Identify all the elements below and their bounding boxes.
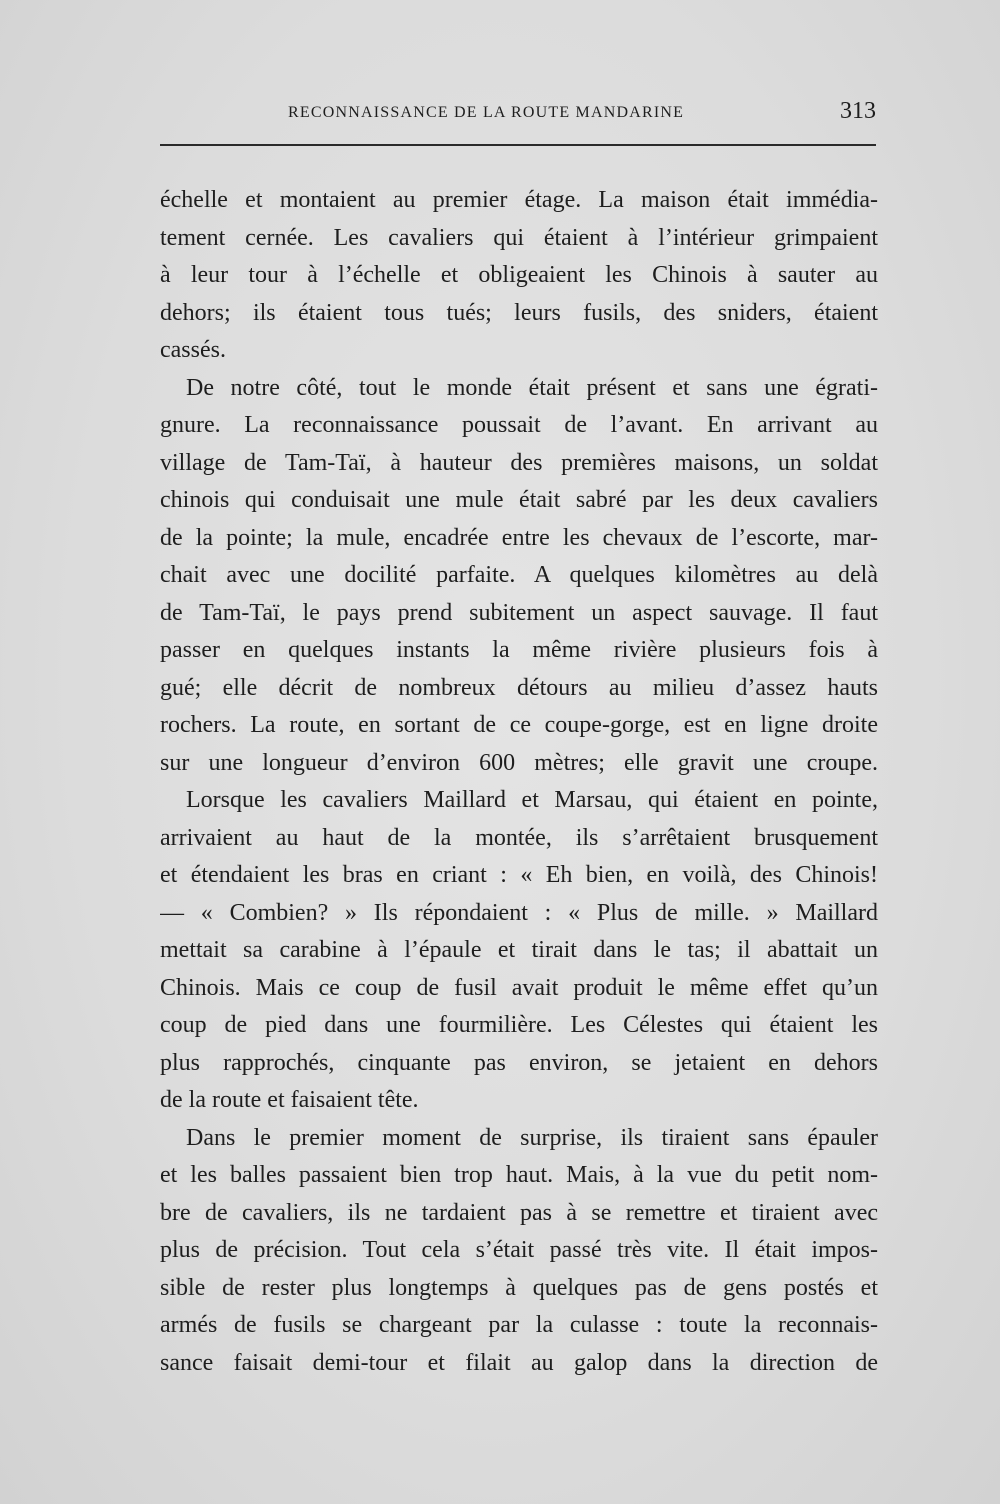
text-line: tement cernée. Les cavaliers qui étaient à l’intérieur grimpaient <box>160 224 878 251</box>
text-line: rochers. La route, en sortant de ce coupe-gorge, est en ligne droite <box>160 712 878 738</box>
text-line: Chinois. Mais ce coup de fusil avait produit le même effet qu’un <box>160 974 878 1001</box>
text-line: à leur tour à l’échelle et obligeaient les Chinois à sauter au <box>160 262 878 288</box>
text-line: Lorsque les cavaliers Maillard et Marsau, qui étaient en pointe, <box>186 787 878 813</box>
text-line: passer en quelques instants la même rivière plusieurs fois à <box>160 637 878 663</box>
text-line: et étendaient les bras en criant : « Eh bien, en voilà, des Chinois! <box>160 862 878 888</box>
text-line: sible de rester plus longtemps à quelques pas de gens postés et <box>160 1274 878 1301</box>
text-line: gué; elle décrit de nombreux détours au milieu d’assez hauts <box>160 674 878 701</box>
text-line: bre de cavaliers, ils ne tardaient pas à se remettre et tiraient avec <box>160 1199 878 1226</box>
header-rule <box>160 144 876 146</box>
text-line: mettait sa carabine à l’épaule et tirait dans le tas; il abattait un <box>160 937 878 963</box>
text-line: de la pointe; la mule, encadrée entre les chevaux de l’escorte, mar- <box>160 524 878 551</box>
text-line: et les balles passaient bien trop haut. Mais, à la vue du petit nom- <box>160 1162 878 1188</box>
text-line: dehors; ils étaient tous tués; leurs fusils, des sniders, étaient <box>160 299 878 326</box>
text-line: plus rapprochés, cinquante pas environ, se jetaient en dehors <box>160 1049 878 1076</box>
text-line: chinois qui conduisait une mule était sabré par les deux cavaliers <box>160 487 878 513</box>
text-line: de la route et faisaient tête. <box>160 1087 419 1113</box>
text-line: coup de pied dans une fourmilière. Les Célestes qui étaient les <box>160 1012 878 1038</box>
text-line: plus de précision. Tout cela s’était passé très vite. Il était impos- <box>160 1237 878 1263</box>
running-title: RECONNAISSANCE DE LA ROUTE MANDARINE <box>288 104 685 121</box>
text-line: chait avec une docilité parfaite. A quelques kilomètres au delà <box>160 562 878 588</box>
text-line: gnure. La reconnaissance poussait de l’avant. En arrivant au <box>160 412 878 438</box>
text-line: De notre côté, tout le monde était présent et sans une égrati- <box>186 374 878 401</box>
text-line: village de Tam-Taï, à hauteur des premières maisons, un soldat <box>160 449 878 476</box>
text-line: échelle et montaient au premier étage. La maison était immédia- <box>160 187 878 213</box>
text-line: Dans le premier moment de surprise, ils tiraient sans épauler <box>186 1124 878 1151</box>
text-line: armés de fusils se chargeant par la culasse : toute la reconnais- <box>160 1312 878 1338</box>
text-line: sance faisait demi-tour et filait au galop dans la direction de <box>160 1349 878 1376</box>
text-line: de Tam-Taï, le pays prend subitement un aspect sauvage. Il faut <box>160 599 878 626</box>
page-number: 313 <box>840 98 876 124</box>
text-line: arrivaient au haut de la montée, ils s’arrêtaient brusquement <box>160 824 878 851</box>
body-text <box>160 182 878 1382</box>
text-line: sur une longueur d’environ 600 mètres; elle gravit une croupe. <box>160 749 878 776</box>
text-line: — « Combien? » Ils répondaient : « Plus de mille. » Maillard <box>160 899 878 926</box>
text-line: cassés. <box>160 337 226 363</box>
page-header <box>160 98 876 132</box>
